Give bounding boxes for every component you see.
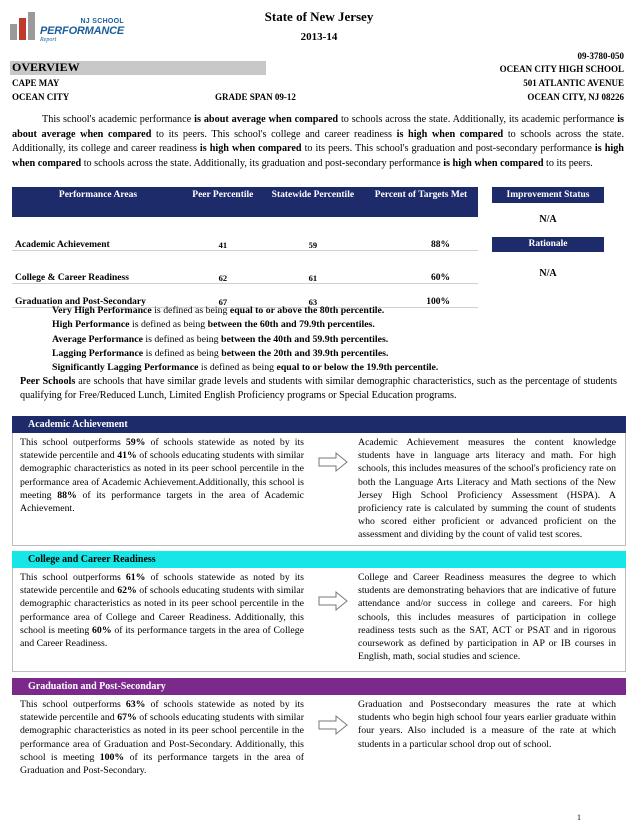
summary-text: This school outperforms	[20, 699, 126, 710]
row-statewide-percentile: 59	[262, 217, 364, 250]
academic-achievement-summary	[20, 436, 304, 515]
right-arrow-icon	[318, 590, 348, 612]
graduation-summary	[20, 698, 304, 777]
college-career-description: College and Career Readiness measures the degree to which students are demonstrating behaviors that are indicative of future attendance and/or success in college and careers. For high schools, this includes measures of participation in college readiness tests such as the SAT, ACT or PSAT and in rigorous coursework as defined by participation in AP or IB courses in English, math, social studies and science.	[358, 572, 616, 663]
logo-line3: Report	[40, 37, 57, 43]
rationale-value: N/A	[539, 268, 557, 279]
summary-text: of schools statewide as noted by its statewide percentile and	[20, 572, 304, 597]
row-percent-targets: 100%	[364, 283, 478, 307]
section-header-college-career-readiness: College and Career Readiness	[12, 551, 626, 568]
summary-figure: 63%	[125, 699, 146, 710]
grade-span: GRADE SPAN 09-12	[215, 92, 296, 102]
col-header-performance-areas: Performance Areas	[12, 187, 184, 217]
school-street: 501 ATLANTIC AVENUE	[523, 78, 624, 88]
summary-text: of schools educating students with similar demographic characteristics as noted in its peer school percentile in the performance area of Academic Achievement.Additionally, this school is meeting	[20, 450, 304, 501]
summary-text: This school outperforms	[20, 572, 126, 583]
col-header-statewide-percentile: Statewide Percentile	[262, 187, 364, 217]
school-city-state-zip: OCEAN CITY, NJ 08226	[527, 92, 624, 102]
rationale-header: Rationale	[492, 237, 604, 252]
state-title: State of New Jersey	[264, 9, 374, 24]
summary-figure: 60%	[92, 624, 112, 636]
right-arrow-icon	[318, 714, 348, 736]
definition-item: Lagging Performance is defined as being between the 20th and 39.9th percentiles.	[52, 347, 389, 359]
overview-summary: This school's academic performance is about average when compared to schools across the state. Additionally, its academic performance is about average when compared to its peers. This school's college and career readiness is high when compared to schools across the state. Additionally, its college and career readiness is high when compared to its peers. This school's graduation and post-secondary performance is high when compared to schools across the state. Additionally, its graduation and post-secondary performance is high when compared to its peers.	[12, 114, 625, 169]
summary-figure: 61%	[125, 572, 146, 583]
summary-text: of schools statewide as noted by its statewide percentile and	[20, 699, 304, 724]
summary-figure: 41%	[117, 450, 137, 462]
summary-text: of its performance targets in the area of Graduation and Post-Secondary.	[20, 751, 304, 777]
row-statewide-percentile: 61	[262, 250, 364, 283]
summary-text: of schools statewide as noted by its statewide percentile and	[20, 437, 304, 462]
row-peer-percentile: 62	[184, 250, 262, 283]
summary-figure: 59%	[125, 437, 146, 448]
col-header-percent-targets-met: Percent of Targets Met	[364, 187, 478, 217]
row-statewide-percentile: 63	[262, 283, 364, 307]
definition-item: Average Performance is defined as being between the 40th and 59.9th percentiles.	[52, 333, 389, 345]
right-arrow-icon	[318, 451, 348, 473]
summary-figure: 67%	[117, 712, 137, 724]
logo-line2: PERFORMANCE	[40, 25, 124, 37]
row-area: Academic Achievement	[12, 217, 184, 250]
summary-figure: 62%	[117, 585, 137, 597]
logo-line1: NJ SCHOOL	[80, 18, 124, 25]
summary-figure: 88%	[57, 489, 77, 501]
table-row	[12, 217, 478, 250]
row-peer-percentile: 41	[184, 217, 262, 250]
summary-figure: 100%	[99, 751, 125, 763]
table-row	[12, 250, 478, 283]
summary-text: of schools educating students with similar demographic characteristics as noted in its peer school percentile in the performance area of College and Career Readiness. Additionally, this school is meeting	[20, 585, 304, 636]
city-name: OCEAN CITY	[12, 92, 70, 102]
page-number: 1	[577, 813, 581, 822]
county-name: CAPE MAY	[12, 78, 60, 88]
section-header-academic-achievement: Academic Achievement	[12, 416, 626, 433]
col-header-peer-percentile: Peer Percentile	[184, 187, 262, 217]
college-career-summary	[20, 571, 304, 650]
peer-schools-note: Peer Schools are schools that have similar grade levels and students with similar demographic characteristics, such as the percentage of students qualifying for Free/Reduced Lunch, Limited English Proficiency programs or Special Education programs.	[20, 376, 617, 401]
performance-definitions	[52, 304, 438, 375]
academic-achievement-description: Academic Achievement measures the content knowledge students have in language arts literacy and math. For high schools, this includes measures of the school's proficiency rate on both the Language Arts Literacy and Math sections of the New Jersey High School Proficiency Assessment (HSPA). A proficiency rate is calculated by summing the count of students who scored either proficient or advanced proficient on the assessment and dividing by the count of valid test scores.	[358, 437, 616, 541]
section-header-graduation-post-secondary: Graduation and Post-Secondary	[12, 678, 626, 695]
overview-label: OVERVIEW	[12, 60, 80, 74]
row-area: Graduation and Post-Secondary	[12, 283, 184, 307]
improvement-status-header: Improvement Status	[492, 187, 604, 203]
performance-table	[12, 187, 478, 308]
summary-text: of its performance targets in the area of College and Career Readiness.	[20, 624, 304, 650]
row-percent-targets: 60%	[364, 250, 478, 283]
graduation-description: Graduation and Postsecondary measures the rate at which students who begin high school four years earlier graduate within four years. Also included is a measure of the rate at which students in a particular school drop out of school.	[358, 699, 616, 750]
definition-item: Very High Performance is defined as being equal to or above the 80th percentile.	[52, 305, 385, 316]
row-percent-targets: 88%	[364, 217, 478, 250]
summary-text: of schools educating students with similar demographic characteristics as noted in its peer school percentile in the performance area of Graduation and Post-Secondary. Additionally, this school is meeting	[20, 712, 304, 763]
row-area: College & Career Readiness	[12, 250, 184, 283]
definition-item: High Performance is defined as being between the 60th and 79.9th percentiles.	[52, 319, 375, 331]
school-name: OCEAN CITY HIGH SCHOOL	[499, 64, 624, 74]
improvement-status-value: N/A	[539, 214, 557, 225]
report-year: 2013-14	[300, 31, 338, 43]
summary-text: of its performance targets in the area of Academic Achievement.	[20, 489, 304, 515]
definition-item: Significantly Lagging Performance is defined as being equal to or below the 19.9th percentile.	[52, 362, 439, 374]
table-header-row	[12, 187, 478, 217]
row-peer-percentile: 67	[184, 283, 262, 307]
summary-text: This school outperforms	[20, 437, 126, 448]
school-code: 09-3780-050	[577, 51, 624, 61]
